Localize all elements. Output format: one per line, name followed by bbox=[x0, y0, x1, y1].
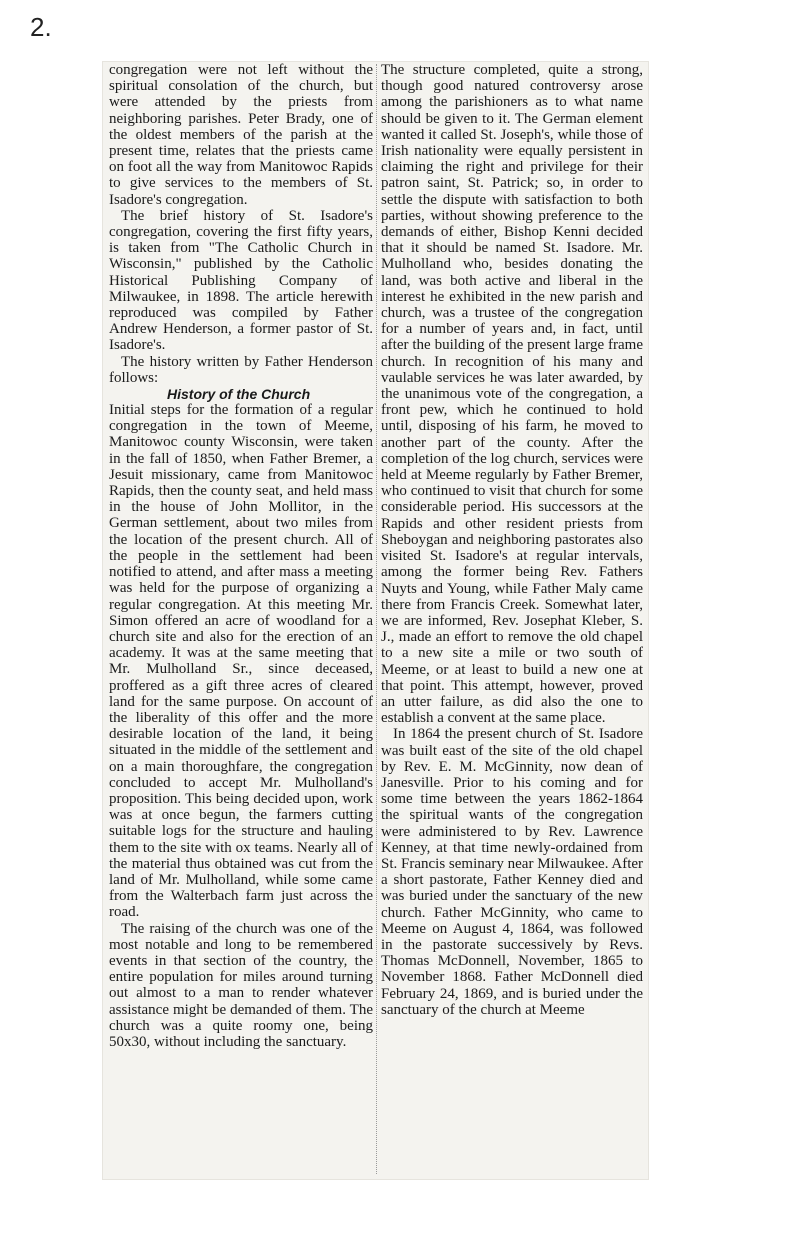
left-column bbox=[109, 62, 373, 1050]
column-divider bbox=[376, 64, 377, 1174]
paragraph: Initial steps for the formation of a regular congregation in the town of Meeme, Manitowoc county Wisconsin, were taken in the fall of 1850, when Father Bremer, a Jesuit missionary, came from Manitowoc Rapids, then the county seat, and held mass in the house of John Mollitor, in the German settlement, about two miles from the location of the present church. All of the people in the settlement had been notified to attend, and after mass a meeting was held for the purpose of organizing a regular congregation. At this meeting Mr. Simon offered an acre of woodland for a church site and also for the erection of an academy. It was at the same meeting that Mr. Mulholland Sr., since deceased, proffered as a gift three acres of cleared land for the same purpose. On account of the liberality of this offer and the more desirable location of the land, it being situated in the middle of the settlement and on a main thoroughfare, the congregation concluded to accept Mr. Mulholland's proposition. This being decided upon, work was at once begun, the farmers cutting suitable logs for the structure and hauling them to the site with ox teams. Nearly all of the material thus obtained was cut from the land of Mr. Mulholland, while some came from the Walterbach farm just across the road. bbox=[109, 402, 373, 921]
section-heading: History of the Church bbox=[167, 386, 311, 403]
page-number: 2. bbox=[30, 12, 52, 42]
right-column bbox=[381, 62, 643, 1018]
paragraph: congregation were not left without the spiritual consolation of the church, but were attended by the priests from neighboring parishes. Peter Brady, one of the oldest members of the parish at the present time, relates that the priests came on foot all the way from Manitowoc Rapids to give services to the members of St. Isadore's congregation. bbox=[109, 62, 373, 208]
paragraph: The brief history of St. Isadore's congregation, covering the first fifty years, is taken from "The Catholic Church in Wisconsin," published by the Catholic Historical Publishing Company of Milwaukee, in 1898. The article herewith reproduced was compiled by Father Andrew Henderson, a former pastor of St. Isadore's. bbox=[109, 207, 373, 354]
paragraph: In 1864 the present church of St. Isadore was built east of the site of the old chapel by Rev. E. M. McGinnity, now dean of Janesville. Prior to his coming and for some time between the years 1862-1864 the spiritual wants of the congregation were administered to by Rev. Lawrence Kenney, at that time newly-ordained from St. Francis seminary near Milwaukee. After a short pastorate, Father Kenney died and was buried under the sanctuary of the new church. Father McGinnity, who came to Meeme on August 4, 1864, was followed in the pastorate successively by Revs. Thomas McDonnell, November, 1865 to November 1868. Father McDonnell died February 24, 1869, and is buried under the sanctuary of the church at Meeme bbox=[381, 726, 644, 1018]
paragraph: The history written by Father Henderson follows: bbox=[109, 353, 373, 386]
newspaper-clipping bbox=[103, 62, 648, 1179]
paragraph: The raising of the church was one of the most notable and long to be remembered events in that section of the country, the entire population for miles around turning out almost to a man to render whatever assistance might be demanded of them. The church was a quite roomy one, being 50x30, without including the sanctuary. bbox=[109, 920, 373, 1050]
paragraph: The structure completed, quite a strong, though good natured controversy arose among the parishioners as to what name should be given to it. The German element wanted it called St. Joseph's, while those of Irish nationality were equally persistent in claiming the right and privilege for their patron saint, St. Patrick; so, in order to settle the dispute with satisfaction to both parties, without showing preference to the demands of either, Bishop Kenni decided that it should be named St. Isadore. Mr. Mulholland who, besides donating the land, was both active and liberal in the interest he exhibited in the new parish and church, was a trustee of the congregation for a number of years and, in fact, until after the building of the present large frame church. In recognition of his many and vaulable services he was later awarded, by the unanimous vote of the congregation, a front pew, which he continued to hold until, disposing of his farm, he moved to another part of the county. After the completion of the log church, services were held at Meeme regularly by Father Bremer, who continued to visit that church for some considerable period. His successors at the Rapids and other resident priests from Sheboygan and neighboring pastorates also visited St. Isadore's at regular intervals, among the former being Rev. Fathers Nuyts and Young, while Father Maly came there from Francis Creek. Somewhat later, we are informed, Rev. Josephat Kleber, S. J., made an effort to remove the old chapel to a new site a mile or two south of Meeme, or at least to build a new one at that point. This attempt, however, proved an utter failure, as did also the one to establish a convent at the same place. bbox=[381, 62, 643, 727]
